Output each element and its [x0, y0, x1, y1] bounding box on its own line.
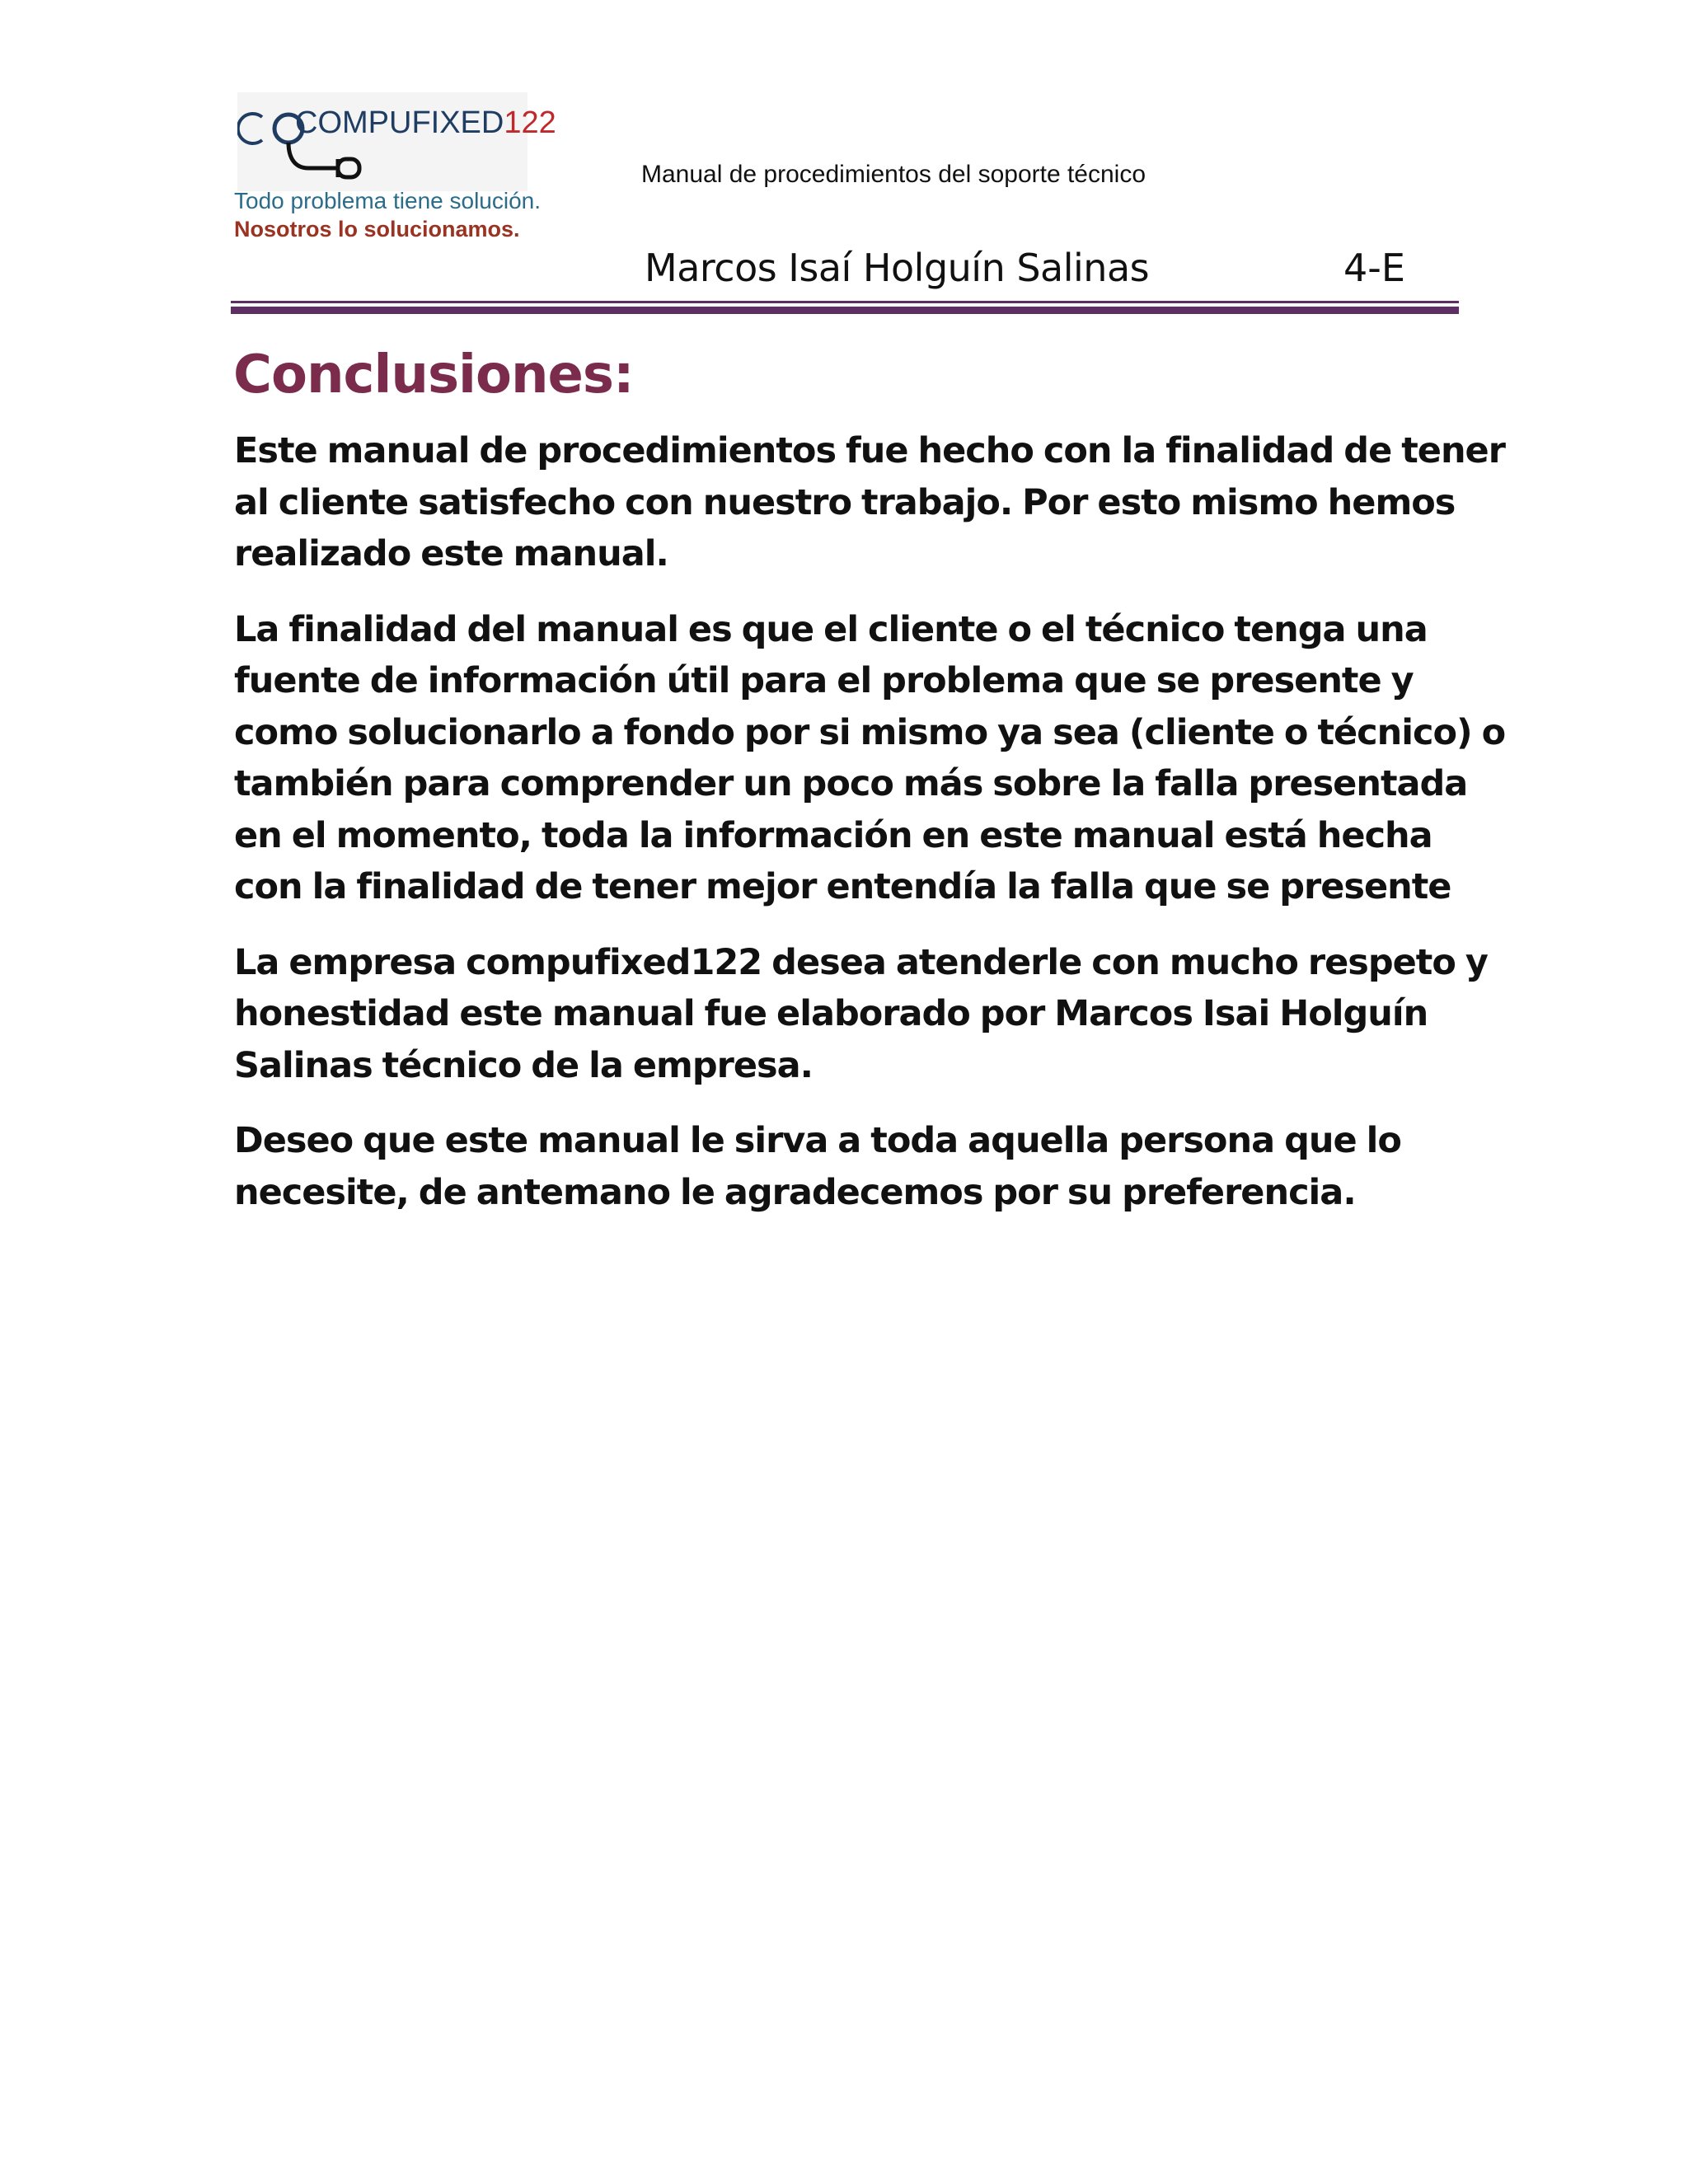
header-divider-thin	[231, 301, 1459, 303]
conclusions-body	[234, 425, 1506, 1242]
text-line: La empresa compufixed122 desea atenderle con mucho respeto y	[234, 941, 1488, 983]
text-line: como solucionarlo a fondo por si mismo ya sea (cliente o técnico) o	[234, 711, 1506, 753]
text-line: en el momento, toda la información en este manual está hecha	[234, 814, 1432, 856]
text-line: necesite, de antemano le agradecemos por su preferencia.	[234, 1171, 1356, 1213]
author-name: Marcos Isaí Holguín Salinas	[645, 246, 1150, 290]
logo-name: COMPUFIXED	[295, 105, 504, 140]
text-line: Deseo que este manual le sirva a toda aquella persona que lo	[234, 1120, 1401, 1161]
text-line: Este manual de procedimientos fue hecho con la finalidad de tener	[234, 430, 1505, 471]
text-line: también para comprender un poco más sobre la falla presentada	[234, 763, 1468, 804]
paragraph	[234, 425, 1505, 580]
text-line: con la finalidad de tener mejor entendía la falla que se presente	[234, 866, 1451, 907]
logo-wordmark	[295, 105, 556, 141]
text-line: honestidad este manual fue elaborado por Marcos Isai Holguín	[234, 993, 1428, 1034]
section-heading: Conclusiones:	[233, 344, 634, 405]
paragraph	[234, 1115, 1470, 1218]
document-subtitle: Manual de procedimientos del soporte técnico	[641, 161, 1146, 188]
text-line: Salinas técnico de la empresa.	[234, 1044, 813, 1086]
logo-number: 122	[504, 105, 556, 140]
header-divider-thick	[231, 307, 1459, 314]
tagline-line-1: Todo problema tiene solución.	[234, 188, 542, 213]
text-line: fuente de información útil para el problema que se presente y	[234, 660, 1414, 701]
paragraph	[234, 604, 1506, 913]
text-line: realizado este manual.	[234, 533, 668, 574]
text-line: al cliente satisfecho con nuestro trabajo. Por esto mismo hemos	[234, 481, 1456, 523]
company-logo	[237, 92, 556, 191]
tagline-line-2: Nosotros lo solucionamos.	[234, 217, 520, 241]
group-label: 4-E	[1343, 246, 1405, 290]
paragraph	[234, 937, 1488, 1092]
text-line: La finalidad del manual es que el cliente o el técnico tenga una	[234, 608, 1428, 650]
